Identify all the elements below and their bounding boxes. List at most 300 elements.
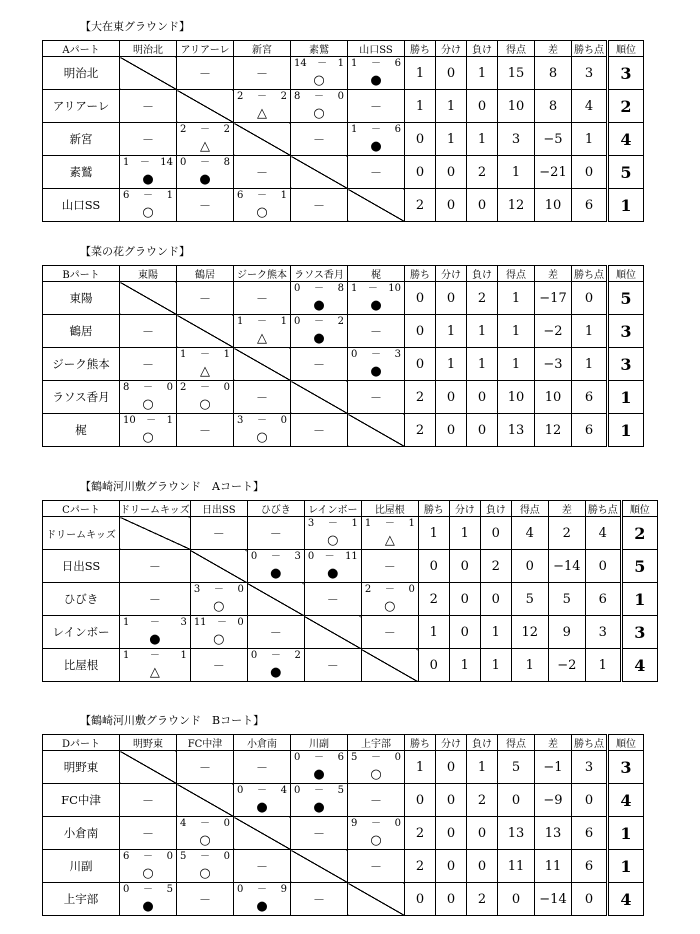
- stat-losses: 0: [467, 850, 498, 883]
- stat-goal-difference: 8: [535, 90, 572, 123]
- stat-goal-difference: 12: [535, 414, 572, 447]
- stat-column-header: 差: [535, 266, 572, 282]
- match-result-body: [177, 156, 233, 188]
- score-left: 1: [237, 316, 244, 327]
- unplayed-cell: －: [291, 883, 348, 916]
- score-separator: －: [149, 617, 160, 628]
- score-separator: －: [384, 518, 395, 529]
- win-mark: ○: [213, 599, 225, 614]
- team-column-header: 東陽: [120, 266, 177, 282]
- win-mark: ○: [142, 430, 154, 445]
- stat-goals-for: 5: [511, 583, 548, 616]
- win-mark: ○: [199, 866, 211, 881]
- stat-draws: 1: [449, 517, 480, 550]
- match-result-body: [348, 751, 404, 783]
- table-row: [43, 282, 644, 315]
- self-match-diagonal: [177, 90, 234, 123]
- win-mark: ○: [213, 632, 225, 647]
- self-match-diagonal: [234, 817, 291, 850]
- score-left: 2: [237, 91, 244, 102]
- match-result-body: [177, 123, 233, 155]
- score-right: 1: [166, 190, 173, 201]
- unplayed-cell: －: [120, 348, 177, 381]
- score-right: 2: [223, 124, 230, 135]
- score-separator: －: [200, 851, 210, 862]
- score-separator: －: [367, 283, 378, 294]
- match-result-body: [120, 381, 176, 413]
- stat-wins: 2: [405, 817, 436, 850]
- stat-draws: 0: [436, 282, 467, 315]
- match-score: [177, 349, 233, 360]
- rank: 1: [608, 189, 644, 222]
- match-result: [177, 817, 234, 850]
- stat-losses: 1: [480, 649, 511, 682]
- match-score: [177, 124, 233, 135]
- stat-goal-difference: −2: [535, 315, 572, 348]
- score-separator: －: [257, 785, 267, 796]
- stat-goals-for: 0: [498, 784, 535, 817]
- team-name: 鶴居: [43, 315, 120, 348]
- score-right: 2: [294, 650, 301, 661]
- stat-goals-for: 0: [511, 550, 548, 583]
- stat-draws: 0: [436, 57, 467, 90]
- match-result: [120, 156, 177, 189]
- unplayed-cell: －: [304, 583, 361, 616]
- match-score: [291, 752, 347, 763]
- stat-wins: 1: [418, 517, 449, 550]
- match-result: [348, 817, 405, 850]
- match-result-body: [291, 282, 347, 314]
- stat-goals-for: 15: [498, 57, 535, 90]
- match-result-body: [348, 348, 404, 380]
- stat-draws: 0: [436, 381, 467, 414]
- win-mark: ○: [142, 866, 154, 881]
- table-row: [43, 517, 658, 550]
- stat-column-header: 勝ち: [418, 501, 449, 517]
- team-column-header: 上宇部: [348, 735, 405, 751]
- score-separator: －: [200, 349, 210, 360]
- stat-draws: 0: [449, 616, 480, 649]
- stat-wins: 1: [418, 616, 449, 649]
- match-score: [234, 415, 290, 426]
- rank: 1: [608, 850, 644, 883]
- table-row: [43, 348, 644, 381]
- header-row: [43, 41, 644, 57]
- stat-column-header: 分け: [436, 41, 467, 57]
- score-left: 4: [180, 818, 187, 829]
- score-separator: －: [371, 349, 381, 360]
- score-right: 1: [166, 415, 173, 426]
- score-left: 1: [123, 650, 130, 661]
- rank: 4: [621, 649, 657, 682]
- win-mark: ○: [199, 397, 211, 412]
- stat-wins: 1: [405, 57, 436, 90]
- match-result: [120, 381, 177, 414]
- unplayed-cell: －: [348, 850, 405, 883]
- match-score: [177, 157, 233, 168]
- score-right: 0: [237, 584, 244, 595]
- stat-losses: 1: [467, 123, 498, 156]
- table-row: [43, 583, 658, 616]
- section-title: 【鶴崎河川敷グラウンド Aコート】: [80, 480, 264, 493]
- match-result: [304, 517, 361, 550]
- score-separator: －: [146, 415, 157, 426]
- stat-wins: 1: [405, 90, 436, 123]
- stat-column-header: 負け: [467, 41, 498, 57]
- score-separator: －: [384, 584, 395, 595]
- match-result-body: [348, 57, 404, 89]
- stat-losses: 0: [480, 583, 511, 616]
- self-match-diagonal: [291, 850, 348, 883]
- rank: 2: [621, 517, 657, 550]
- win-mark: ○: [142, 205, 154, 220]
- unplayed-cell: －: [120, 90, 177, 123]
- rank: 5: [608, 156, 644, 189]
- stat-wins: 2: [405, 850, 436, 883]
- unplayed-cell: －: [120, 315, 177, 348]
- stat-losses: 0: [480, 517, 511, 550]
- score-right: 0: [223, 382, 230, 393]
- score-left: 6: [123, 190, 130, 201]
- score-left: 0: [237, 884, 244, 895]
- stat-goals-for: 13: [498, 817, 535, 850]
- self-match-diagonal: [291, 156, 348, 189]
- self-match-diagonal: [247, 583, 304, 616]
- self-match-diagonal: [348, 883, 405, 916]
- unplayed-cell: －: [177, 883, 234, 916]
- match-score: [291, 316, 347, 327]
- self-match-diagonal: [177, 315, 234, 348]
- match-score: [291, 58, 347, 69]
- unplayed-cell: －: [234, 156, 291, 189]
- table-row: [43, 156, 644, 189]
- header-row: [43, 266, 644, 282]
- stat-column-header: 差: [535, 735, 572, 751]
- match-score: [234, 91, 290, 102]
- score-left: 6: [123, 851, 130, 862]
- match-result: [234, 90, 291, 123]
- team-column-header: 小倉南: [234, 735, 291, 751]
- stat-losses: 1: [467, 348, 498, 381]
- match-result-body: [348, 817, 404, 849]
- stat-points: 1: [572, 123, 608, 156]
- loss-mark: ●: [256, 899, 268, 914]
- stat-losses: 0: [467, 90, 498, 123]
- score-left: 10: [123, 415, 136, 426]
- stat-points: 0: [572, 282, 608, 315]
- stat-goals-for: 10: [498, 90, 535, 123]
- match-result: [361, 583, 418, 616]
- stat-losses: 1: [467, 751, 498, 784]
- stat-wins: 2: [405, 381, 436, 414]
- stat-goal-difference: −3: [535, 348, 572, 381]
- match-score: [348, 283, 404, 294]
- stat-losses: 0: [467, 381, 498, 414]
- match-result-body: [120, 616, 190, 648]
- stat-draws: 0: [436, 850, 467, 883]
- score-right: 8: [337, 283, 344, 294]
- match-result-body: [120, 189, 176, 221]
- stat-losses: 2: [467, 282, 498, 315]
- score-right: 1: [351, 518, 358, 529]
- score-left: 3: [193, 584, 201, 595]
- team-column-header: 明野東: [120, 735, 177, 751]
- table-row: [43, 550, 658, 583]
- score-left: 2: [180, 382, 187, 393]
- table-row: [43, 414, 644, 447]
- rank: 4: [608, 784, 644, 817]
- score-separator: －: [149, 650, 160, 661]
- team-column-header: ひびき: [247, 501, 304, 517]
- score-left: 5: [351, 752, 358, 763]
- stat-points: 0: [585, 550, 621, 583]
- score-left: 11: [193, 617, 207, 628]
- score-right: 3: [180, 617, 187, 628]
- match-result-body: [248, 550, 304, 582]
- match-result-body: [177, 850, 233, 882]
- team-name: 東陽: [43, 282, 120, 315]
- loss-mark: ●: [313, 298, 325, 313]
- score-right: 9: [280, 884, 287, 895]
- score-separator: －: [139, 157, 150, 168]
- score-left: 14: [294, 58, 307, 69]
- score-left: 6: [237, 190, 244, 201]
- score-separator: －: [371, 124, 381, 135]
- self-match-diagonal: [120, 282, 177, 315]
- unplayed-cell: －: [348, 90, 405, 123]
- unplayed-cell: －: [177, 282, 234, 315]
- stat-goal-difference: 8: [535, 57, 572, 90]
- stat-goals-for: 1: [498, 315, 535, 348]
- score-left: 0: [351, 349, 358, 360]
- score-left: 8: [123, 382, 130, 393]
- match-score: [177, 382, 233, 393]
- score-left: 1: [351, 283, 358, 294]
- match-result-body: [348, 123, 404, 155]
- team-column-header: ジーク熊本: [234, 266, 291, 282]
- match-result-body: [234, 414, 290, 446]
- match-score: [191, 617, 247, 628]
- unplayed-cell: －: [234, 751, 291, 784]
- score-separator: －: [143, 190, 153, 201]
- stat-draws: 0: [436, 414, 467, 447]
- score-left: 1: [364, 518, 372, 529]
- score-left: 3: [307, 518, 315, 529]
- stat-goals-for: 12: [511, 616, 548, 649]
- match-score: [177, 818, 233, 829]
- match-result: [291, 57, 348, 90]
- match-score: [348, 349, 404, 360]
- stat-points: 3: [572, 751, 608, 784]
- stat-column-header: 勝ち: [405, 266, 436, 282]
- match-score: [362, 584, 418, 595]
- team-name: 日出SS: [43, 550, 120, 583]
- team-column-header: 素鷲: [291, 41, 348, 57]
- match-score: [191, 584, 247, 595]
- loss-mark: ●: [313, 800, 325, 815]
- unplayed-cell: －: [190, 517, 247, 550]
- score-left: 3: [237, 415, 244, 426]
- self-match-diagonal: [190, 550, 247, 583]
- score-left: 5: [180, 851, 187, 862]
- unplayed-cell: －: [120, 123, 177, 156]
- stat-draws: 0: [436, 156, 467, 189]
- score-separator: －: [257, 884, 267, 895]
- match-result: [234, 315, 291, 348]
- unplayed-cell: －: [177, 751, 234, 784]
- stat-draws: 1: [449, 649, 480, 682]
- team-name: 山口SS: [43, 189, 120, 222]
- stat-points: 6: [585, 583, 621, 616]
- loss-mark: ●: [370, 364, 382, 379]
- match-score: [177, 851, 233, 862]
- stat-losses: 1: [467, 315, 498, 348]
- team-column-header: レインボー: [304, 501, 361, 517]
- match-score: [291, 91, 347, 102]
- match-score: [305, 551, 361, 562]
- self-match-diagonal: [120, 57, 177, 90]
- match-result-body: [291, 751, 347, 783]
- score-separator: －: [200, 157, 210, 168]
- stat-wins: 0: [405, 315, 436, 348]
- score-right: 5: [166, 884, 173, 895]
- match-score: [234, 316, 290, 327]
- score-left: 0: [294, 785, 301, 796]
- self-match-diagonal: [348, 189, 405, 222]
- match-result: [304, 550, 361, 583]
- match-result: [291, 784, 348, 817]
- draw-mark: △: [384, 533, 395, 548]
- win-mark: ○: [313, 73, 325, 88]
- rank: 1: [621, 583, 657, 616]
- match-result-body: [234, 189, 290, 221]
- table-row: [43, 883, 644, 916]
- stat-goal-difference: −14: [535, 883, 572, 916]
- score-left: 0: [294, 283, 301, 294]
- match-result: [291, 90, 348, 123]
- stat-losses: 1: [467, 57, 498, 90]
- stat-points: 0: [572, 784, 608, 817]
- unplayed-cell: －: [291, 189, 348, 222]
- team-name: 比屋根: [43, 649, 120, 682]
- stat-losses: 0: [467, 189, 498, 222]
- part-label: Aパート: [43, 41, 120, 57]
- loss-mark: ●: [142, 899, 154, 914]
- score-left: 0: [307, 551, 315, 562]
- score-separator: －: [314, 283, 324, 294]
- stat-goals-for: 10: [498, 381, 535, 414]
- stat-column-header: 順位: [608, 735, 644, 751]
- unplayed-cell: －: [348, 784, 405, 817]
- unplayed-cell: －: [247, 616, 304, 649]
- score-right: 10: [388, 283, 401, 294]
- match-score: [305, 518, 361, 529]
- win-mark: ○: [142, 397, 154, 412]
- stat-goals-for: 3: [498, 123, 535, 156]
- score-right: 0: [223, 818, 230, 829]
- match-result-body: [177, 381, 233, 413]
- match-result-body: [291, 90, 347, 122]
- score-right: 3: [294, 551, 301, 562]
- stat-goal-difference: 5: [548, 583, 585, 616]
- self-match-diagonal: [120, 517, 191, 550]
- match-result-body: [234, 784, 290, 816]
- match-result: [247, 550, 304, 583]
- stat-points: 3: [585, 616, 621, 649]
- match-result-body: [120, 850, 176, 882]
- win-mark: ○: [199, 833, 211, 848]
- score-right: 6: [394, 124, 401, 135]
- match-result-body: [362, 517, 418, 549]
- score-separator: －: [257, 316, 267, 327]
- match-result: [348, 123, 405, 156]
- stat-draws: 0: [449, 550, 480, 583]
- match-result: [120, 649, 191, 682]
- section-title: 【鶴崎河川敷グラウンド Bコート】: [80, 714, 265, 727]
- score-separator: －: [270, 551, 281, 562]
- stat-wins: 2: [405, 414, 436, 447]
- stat-goals-for: 11: [498, 850, 535, 883]
- score-right: 0: [394, 752, 401, 763]
- team-column-header: アリアーレ: [177, 41, 234, 57]
- win-mark: ○: [313, 106, 325, 121]
- score-left: 0: [250, 650, 258, 661]
- table-row: [43, 315, 644, 348]
- stat-losses: 0: [467, 414, 498, 447]
- score-left: 0: [294, 752, 301, 763]
- unplayed-cell: －: [291, 414, 348, 447]
- match-result: [120, 883, 177, 916]
- unplayed-cell: －: [190, 649, 247, 682]
- score-separator: －: [314, 752, 324, 763]
- header-row: [43, 501, 658, 517]
- score-left: 1: [351, 124, 358, 135]
- score-separator: －: [327, 518, 338, 529]
- score-left: 2: [180, 124, 187, 135]
- table-row: [43, 616, 658, 649]
- stat-column-header: 負け: [467, 266, 498, 282]
- match-score: [291, 785, 347, 796]
- match-result: [348, 348, 405, 381]
- stat-points: 1: [572, 315, 608, 348]
- unplayed-cell: －: [177, 189, 234, 222]
- score-left: 0: [250, 551, 258, 562]
- stat-wins: 0: [405, 156, 436, 189]
- rank: 5: [621, 550, 657, 583]
- stat-draws: 0: [436, 883, 467, 916]
- win-mark: ○: [370, 833, 382, 848]
- stat-goals-for: 5: [498, 751, 535, 784]
- score-separator: －: [213, 584, 224, 595]
- match-result-body: [120, 414, 176, 446]
- rank: 4: [608, 883, 644, 916]
- stat-wins: 0: [405, 348, 436, 381]
- stat-losses: 2: [467, 156, 498, 189]
- table-row: [43, 784, 644, 817]
- unplayed-cell: －: [120, 583, 191, 616]
- match-result-body: [177, 348, 233, 380]
- unplayed-cell: －: [177, 414, 234, 447]
- score-left: 0: [237, 785, 244, 796]
- stat-column-header: 負け: [480, 501, 511, 517]
- rank: 1: [608, 381, 644, 414]
- match-result: [190, 616, 247, 649]
- team-name: 梶: [43, 414, 120, 447]
- score-right: 6: [394, 58, 401, 69]
- score-right: 0: [166, 851, 173, 862]
- match-result: [361, 517, 418, 550]
- team-column-header: FC中津: [177, 735, 234, 751]
